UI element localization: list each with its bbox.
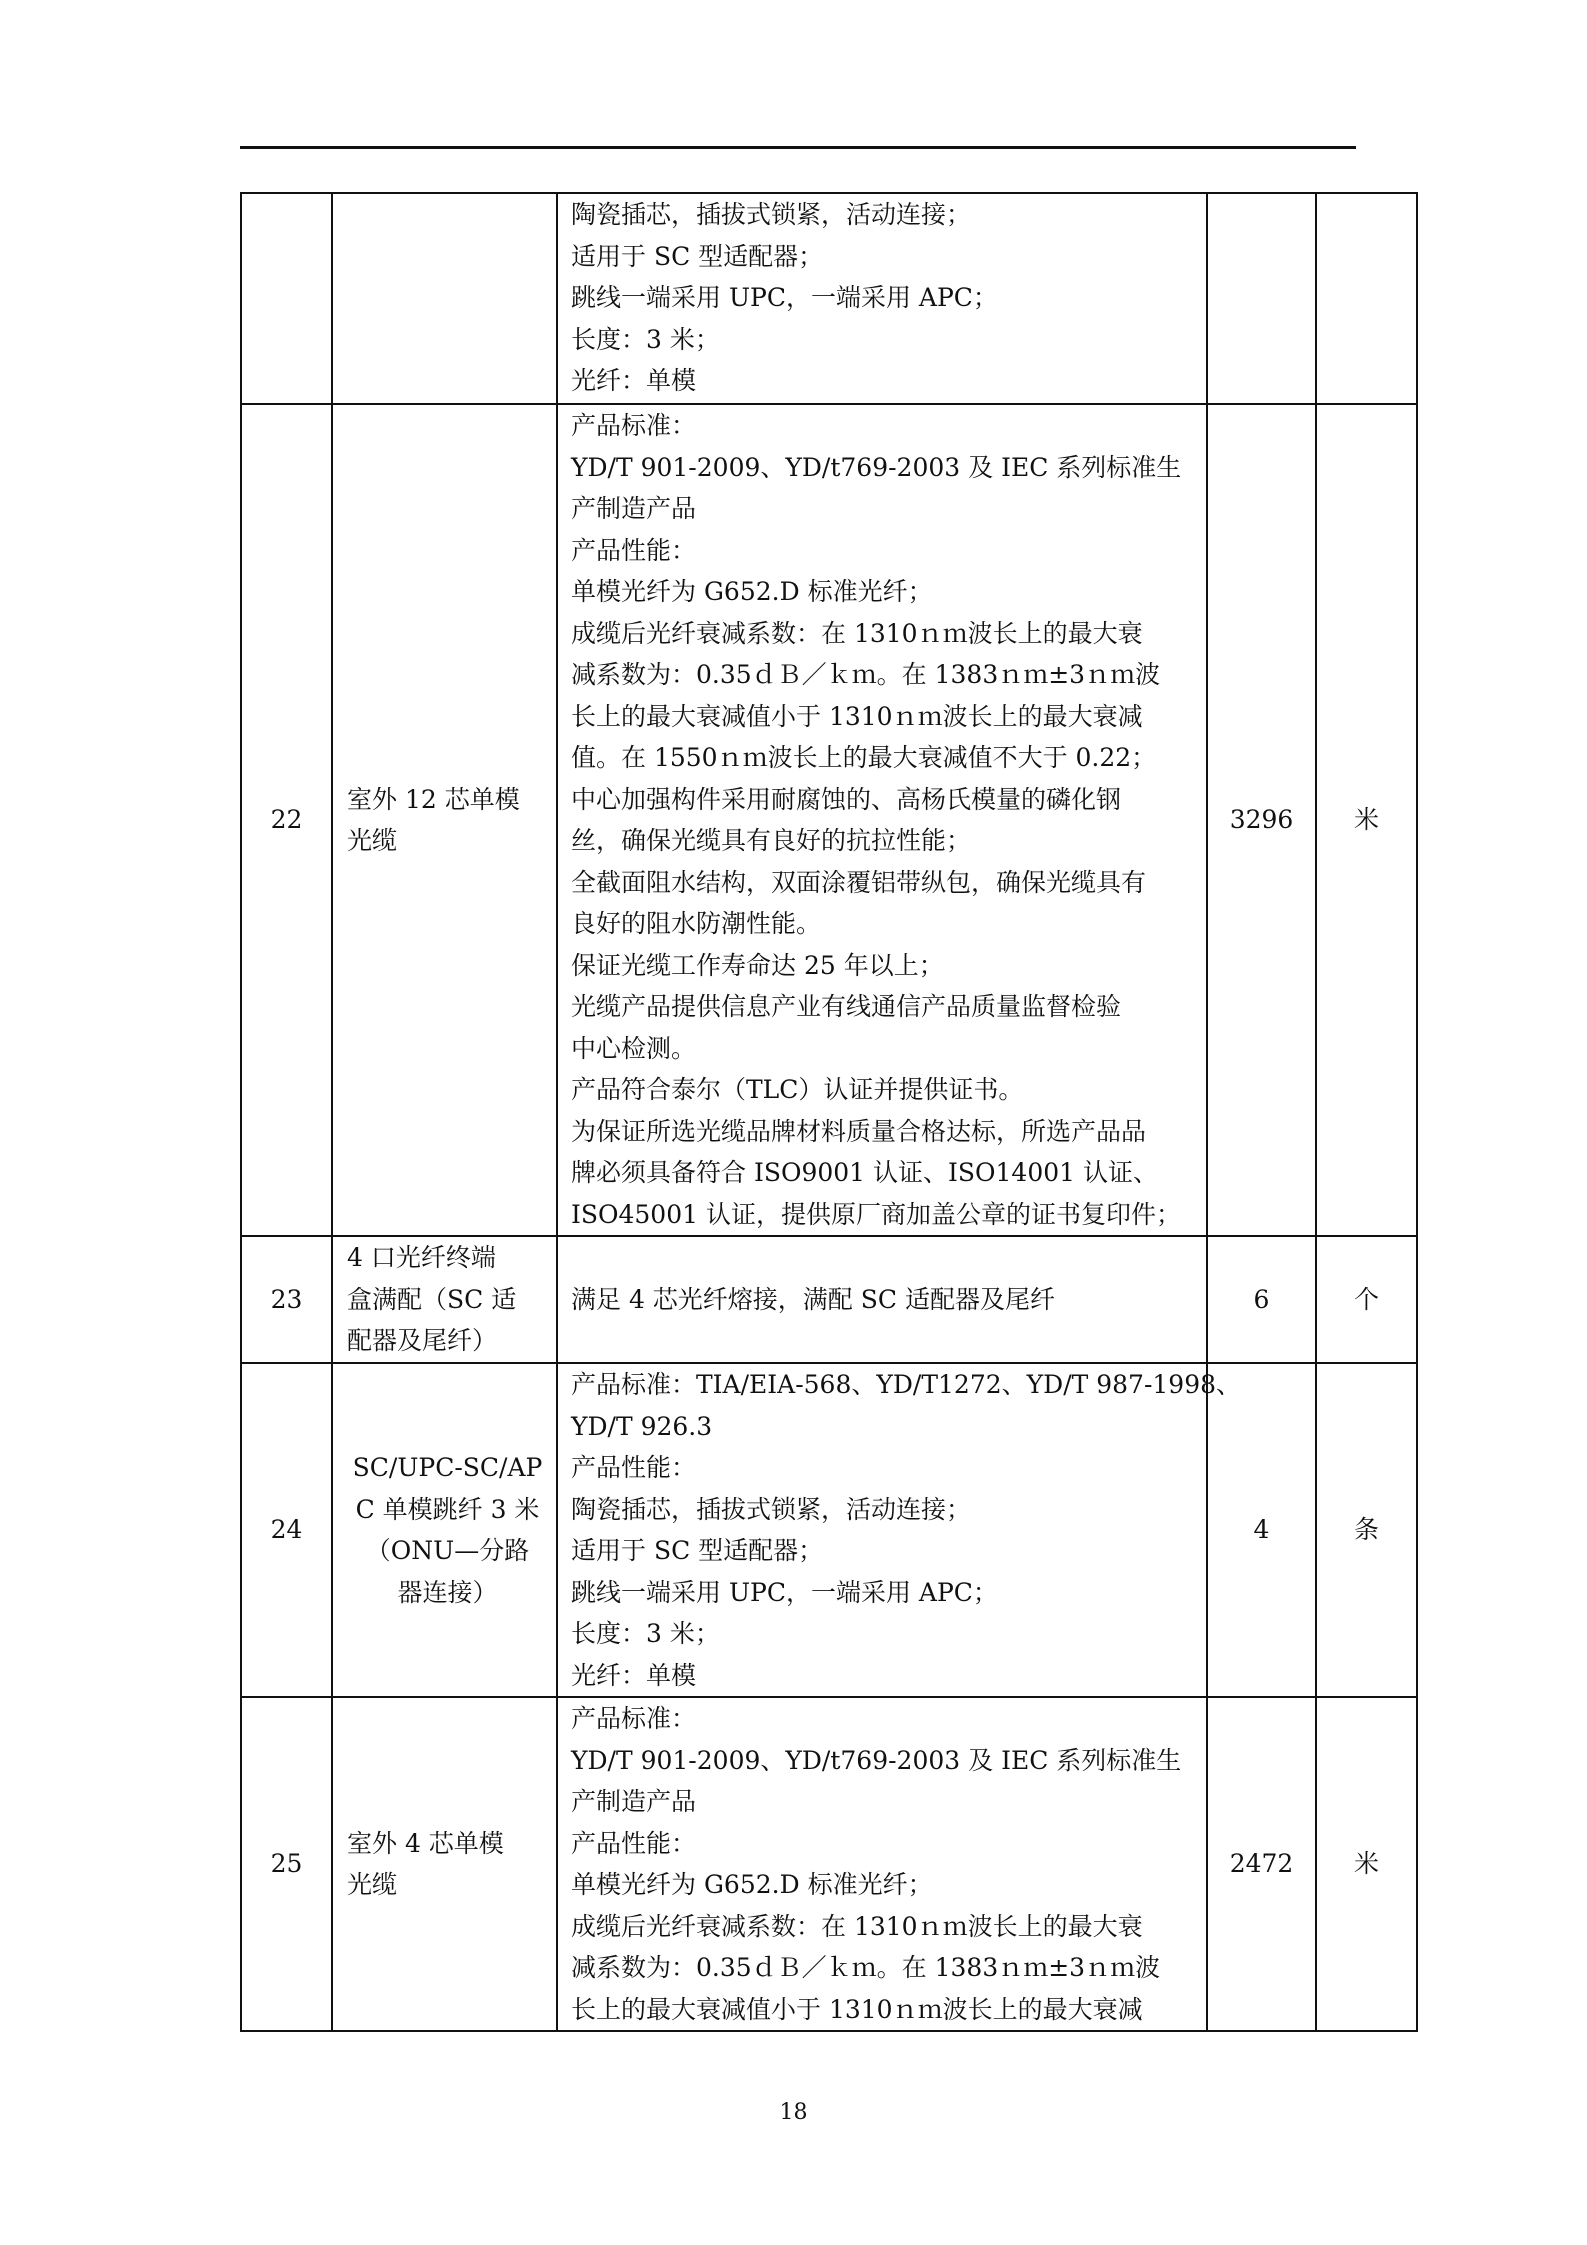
- item-spec-cell: [557, 1236, 1207, 1363]
- spec-line: 中心检测。: [571, 1033, 697, 1063]
- item-name-cell: [332, 1236, 557, 1363]
- spec-line: 产制造产品: [571, 494, 697, 523]
- spec-line: 良好的阻水防潮性能。: [571, 909, 822, 938]
- unit-cell: [1316, 193, 1417, 404]
- item-name-line: 4 口光纤终端: [347, 1243, 496, 1273]
- item-name-cell: [332, 1697, 557, 2031]
- spec-line: 光纤：单模: [571, 1660, 697, 1690]
- table-row: [241, 193, 1417, 404]
- spec-line: 保证光缆工作寿命达 25 年以上；: [571, 950, 944, 980]
- item-spec-cell: [557, 1363, 1242, 1697]
- item-name-line: 盒满配（SC 适: [347, 1284, 517, 1314]
- table-row: [241, 404, 1417, 1236]
- quantity-cell: 4: [1207, 1363, 1316, 1697]
- spec-line: 光缆产品提供信息产业有线通信产品质量监督检验: [571, 992, 1122, 1021]
- spec-line: 产品性能：: [571, 1453, 697, 1482]
- quantity-cell: [1207, 193, 1316, 404]
- spec-line: 为保证所选光缆品牌材料质量合格达标，所选产品品: [571, 1116, 1147, 1146]
- unit-cell: 米: [1316, 1697, 1417, 2031]
- item-number-cell: 25: [241, 1697, 332, 2031]
- unit-cell: 米: [1316, 404, 1417, 1236]
- item-name-line: C 单模跳纤 3 米: [355, 1494, 540, 1524]
- item-name-cell: [332, 404, 557, 1236]
- spec-line: 产品标准：: [571, 411, 697, 440]
- item-name-line: 室外 4 芯单模: [347, 1828, 504, 1858]
- spec-line: 丝，确保光缆具有良好的抗拉性能；: [571, 826, 972, 855]
- spec-line: 产品标准：: [571, 1704, 697, 1733]
- unit-cell: 个: [1316, 1236, 1417, 1363]
- spec-line: YD/T 901-2009、YD/t769-2003 及 IEC 系列标准生: [571, 452, 1182, 482]
- spec-line: ISO45001 认证，提供原厂商加盖公章的证书复印件；: [571, 1199, 1181, 1229]
- item-name-cell: [332, 193, 557, 404]
- spec-line: 陶瓷插芯，插拔式锁紧，活动连接；: [571, 200, 972, 229]
- quantity-cell: 3296: [1207, 404, 1316, 1236]
- spec-line: 跳线一端采用 UPC，一端采用 APC；: [571, 1577, 998, 1607]
- unit-cell: 条: [1316, 1363, 1417, 1697]
- item-name-line: 室外 12 芯单模: [347, 784, 520, 814]
- spec-line: 长度：3 米；: [571, 324, 720, 354]
- spec-line: 单模光纤为 G652.D 标准光纤；: [571, 577, 933, 606]
- item-name-line: SC/UPC-SC/AP: [352, 1453, 543, 1482]
- spec-line: 长上的最大衰减值小于 1310ｎｍ波长上的最大衰减: [571, 701, 1143, 731]
- item-name-line: （ONU—分路: [365, 1536, 530, 1565]
- spec-line: 适用于 SC 型适配器；: [571, 1536, 824, 1565]
- table-row: [241, 1363, 1417, 1697]
- spec-line: 成缆后光纤衰减系数：在 1310ｎｍ波长上的最大衰: [571, 618, 1143, 648]
- spec-line: YD/T 901-2009、YD/t769-2003 及 IEC 系列标准生: [571, 1745, 1182, 1775]
- item-number-cell: 24: [241, 1363, 332, 1697]
- item-spec-cell: [557, 404, 1207, 1236]
- spec-line: 适用于 SC 型适配器；: [571, 241, 824, 271]
- table-row: [241, 1697, 1417, 2031]
- item-number-cell: 22: [241, 404, 332, 1236]
- item-spec-cell: [557, 193, 1207, 404]
- spec-line: 长上的最大衰减值小于 1310ｎｍ波长上的最大衰减: [571, 1994, 1143, 2024]
- spec-line: 陶瓷插芯，插拔式锁紧，活动连接；: [571, 1494, 972, 1524]
- spec-line: 产制造产品: [571, 1787, 697, 1816]
- page-number: 18: [779, 2100, 808, 2125]
- item-name-line: 配器及尾纤）: [347, 1326, 498, 1356]
- spec-table: [240, 192, 1418, 2032]
- quantity-cell: 6: [1207, 1236, 1316, 1363]
- spec-line: 减系数为：0.35ｄＢ／ｋｍ。在 1383ｎｍ±3ｎｍ波: [571, 1953, 1161, 1982]
- item-name-line: 器连接）: [397, 1577, 498, 1607]
- spec-line: 产品标准：TIA/EIA-568、YD/T1272、YD/T 987-1998、: [571, 1370, 1242, 1399]
- spec-line: 跳线一端采用 UPC，一端采用 APC；: [571, 283, 998, 312]
- spec-line: 产品性能：: [571, 535, 697, 565]
- spec-line: 中心加强构件采用耐腐蚀的、高杨氏模量的磷化钢: [571, 784, 1122, 814]
- spec-line: 值。在 1550ｎｍ波长上的最大衰减值不大于 0.22；: [571, 743, 1157, 772]
- table-row: [241, 1236, 1417, 1363]
- item-spec-cell: [557, 1697, 1207, 2031]
- spec-line: 长度：3 米；: [571, 1619, 720, 1648]
- spec-line: 满足 4 芯光纤熔接，满配 SC 适配器及尾纤: [571, 1284, 1055, 1314]
- item-number-cell: [241, 193, 332, 404]
- spec-line: YD/T 926.3: [571, 1411, 713, 1441]
- item-name-cell: [332, 1363, 557, 1697]
- spec-line: 成缆后光纤衰减系数：在 1310ｎｍ波长上的最大衰: [571, 1911, 1143, 1941]
- spec-line: 减系数为：0.35ｄＢ／ｋｍ。在 1383ｎｍ±3ｎｍ波: [571, 660, 1161, 689]
- item-number-cell: 23: [241, 1236, 332, 1363]
- header-rule: [240, 146, 1356, 149]
- spec-table-body: [241, 193, 1417, 2031]
- spec-line: 单模光纤为 G652.D 标准光纤；: [571, 1870, 933, 1899]
- spec-line: 产品符合泰尔（TLC）认证并提供证书。: [571, 1075, 1024, 1104]
- quantity-cell: 2472: [1207, 1697, 1316, 2031]
- spec-line: 全截面阻水结构，双面涂覆铝带纵包，确保光缆具有: [571, 867, 1147, 897]
- spec-line: 产品性能：: [571, 1828, 697, 1858]
- item-name-line: 光缆: [347, 1870, 398, 1899]
- spec-line: 光纤：单模: [571, 366, 697, 395]
- spec-line: 牌必须具备符合 ISO9001 认证、ISO14001 认证、: [571, 1158, 1158, 1187]
- item-name-line: 光缆: [347, 826, 398, 855]
